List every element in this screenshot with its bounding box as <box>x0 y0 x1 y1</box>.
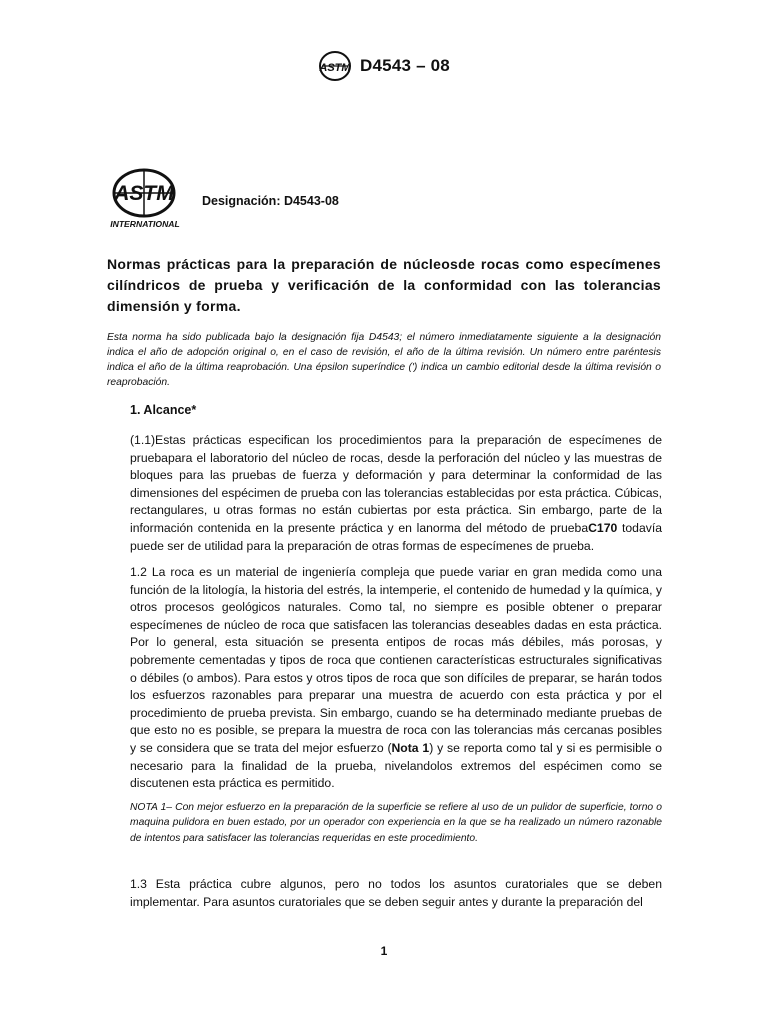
astm-logo-icon <box>318 50 352 82</box>
reference-c170: C170 <box>588 520 618 535</box>
paragraph-1-1: (1.1)Estas prácticas especifican los procedimientos para la preparación de especímenes de pruebapara el laboratorio del núcleo de rocas, desde la perforación del núcleo y las muestras de bloques para las pruebas de fuerza y deformación y para determinar la conformidad de las dimensiones del espécimen de prueba con las tolerancias establecidas por esta práctica. Cúbicas, rectangulares, u otras formas no están cubiertas por esta práctica. Sin embargo, parte de la información contenida en la presente práctica y en lanorma del método de pruebaC170 todavía puede ser de utilidad para la preparación de otras formas de especímenes de prueba. <box>130 433 662 553</box>
astm-international-logo-icon <box>106 168 184 230</box>
running-header <box>0 50 768 82</box>
document-title: Normas prácticas para la preparación de núcleosde rocas como especímenes cilíndricos de prueba y verificación de la conformidad con las tolerancias dimensión y forma. <box>107 256 661 314</box>
preamble-note: Esta norma ha sido publicada bajo la designación fija D4543; el número inmediatamente siguiente a la designación indica el año de adopción original o, en el caso de revisión, el año de la última revisión. Un número entre paréntesis indica el año de la última reaprobación. Una épsilon superíndice (') indica un cambio editorial desde la última revisión o reaprobación. <box>107 332 661 388</box>
reference-note-1: Nota 1 <box>391 740 430 755</box>
note-1: NOTA 1– Con mejor esfuerzo en la preparación de la superficie se refiere al uso de un pulidor de superficie, torno o maquina pulidora en buen estado, por un operador con experiencia en la que se ha realizado un número razonable de intentos para satisfacer las tolerancias requeridas en este procedimiento. <box>130 802 662 844</box>
section-heading-scope: 1. Alcance* <box>130 403 197 417</box>
svg-text:ASTM: ASTM <box>319 62 351 74</box>
document-code: D4543 – 08 <box>360 56 450 75</box>
designation-label: Designación: D4543-08 <box>202 194 339 208</box>
paragraph-1-2: 1.2 La roca es un material de ingeniería compleja que puede variar en gran medida como una función de la litología, la historia del estrés, la intemperie, el contenido de humedad y la química, y otros procesos geológicos naturales. Como tal, no siempre es posible obtener o preparar especímenes de núcleo de roca que satisfacen las tolerancias deseables dadas en esta práctica. Por lo general, esta situación se presenta entipos de rocas más débiles, más porosas, y pobremente cementadas y tipos de roca que contienen características estructurales significativas o débiles (o ambos). Para estos y otros tipos de roca que son difíciles de preparar, se harán todos los esfuerzos razonables para preparar una muestra de acuerdo con esta práctica y por el procedimiento de prueba prevista. Sin embargo, cuando se ha determinado mediante pruebas de que esto no es posible, se prepara la muestra de roca con las tolerancias más cercanas posibles y se considera que se trata del mejor esfuerzo (Nota 1) y se reporta como tal y si es permisible o necesario para la finalidad de la prueba, nivelandolos extremos del espécimen como se discutenen esta práctica es permitido. <box>130 565 662 791</box>
svg-text:INTERNATIONAL: INTERNATIONAL <box>110 219 180 229</box>
svg-text:ASTM: ASTM <box>114 182 174 205</box>
page-number: 1 <box>380 944 388 958</box>
paragraph-1-3: 1.3 Esta práctica cubre algunos, pero no todos los asuntos curatoriales que se deben implementar. Para asuntos curatoriales que se deben seguir antes y durante la preparación del <box>130 877 662 909</box>
designation-block <box>106 168 339 230</box>
